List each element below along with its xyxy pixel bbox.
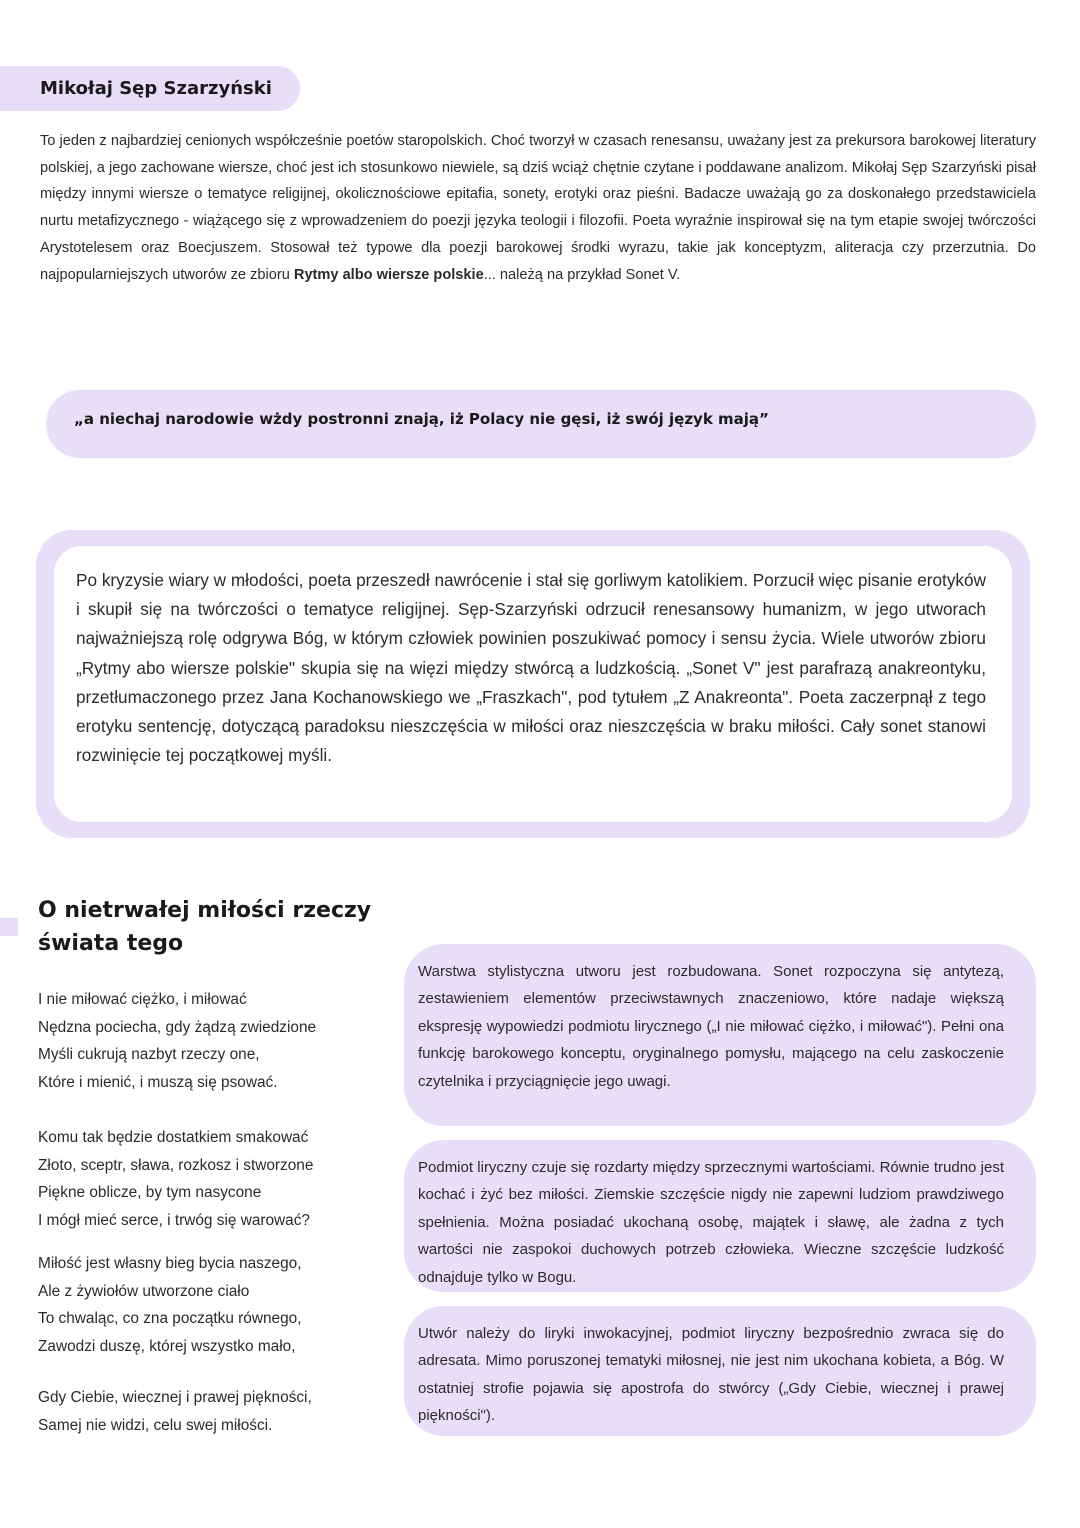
poem-stanza-1 — [38, 986, 398, 1096]
poem-stanza-2 — [38, 1124, 398, 1234]
author-heading: Mikołaj Sęp Szarzyński — [0, 66, 300, 111]
poem-line: Nędzna pociecha, gdy żądzą zwiedzione — [38, 1018, 317, 1036]
poem-title — [38, 894, 398, 960]
poem-stanza-4 — [38, 1384, 398, 1439]
analysis-bubble-1 — [404, 944, 1036, 1126]
quote-box: „a niechaj narodowie wżdy postronni znają, iż Polacy nie gęsi, iż swój język mają” — [46, 390, 1036, 458]
poem-line: I nie miłować ciężko, i miłować — [38, 991, 247, 1008]
poem-line: Komu tak będzie dostatkiem smakować — [38, 1129, 309, 1146]
intro-text: To jeden z najbardziej cenionych współcześnie poetów staropolskich. Choć tworzył w czasach renesansu, uważany jest za prekursora barokowej literatury polskiej, a jego zachowane wiersze, choć jest ich stosunkowo niewiele, są dziś wciąż chętnie czytane i poddawane analizom. Mikołaj Sęp Szarzyński pisał między innymi wiersze o tematyce religijnej, okolicznościowe epitafia, sonety, erotyki oraz pieśni. Badacze uważają go za doskonałego przedstawiciela nurtu metafizycznego - wiążącego się z wprowadzeniem do poezji języka teologii i filozofii. Poeta wyraźnie inspirował się na tym etapie swojej twórczości Arystotelesem oraz Boecjuszem. Stosował też typowe dla poezji barokowej środki wyrazu, takie jak konceptyzm, aliteracja czy przerzutnia. Do najpopularniejszych utworów ze zbioru — [40, 133, 1036, 283]
poem-title-line-2: świata tego — [38, 931, 184, 956]
analysis-bubble-3 — [404, 1306, 1036, 1436]
analysis-text: Podmiot liryczny czuje się rozdarty między sprzecznymi wartościami. Równie trudno jest kochać i żyć bez miłości. Ziemskie szczęście nigdy nie zapewni ludziom prawdziwego spełnienia. Można posiadać ukochaną osobę, majątek i sławę, ale żadna z tych wartości nie zaspokoi duchowych potrzeb człowieka. Wieczne szczęście ludzkość odnajduje tylko w Bogu. — [418, 1159, 1004, 1286]
poem-line: Miłość jest własny bieg bycia naszego, — [38, 1255, 302, 1272]
poem-line: Złoto, sceptr, sława, rozkosz i stworzone — [38, 1156, 314, 1174]
analysis-bubble-2 — [404, 1140, 1036, 1292]
analysis-text: Utwór należy do liryki inwokacyjnej, podmiot liryczny bezpośrednio zwraca się do adresata. Mimo poruszonej tematyki miłosnej, nie jest nim ukochana kobieta, a Bóg. W ostatniej strofie pojawia się apostrofa do stwórcy („Gdy Ciebie, wiecznej i prawej piękności"). — [418, 1325, 1004, 1425]
analysis-text: Warstwa stylistyczna utworu jest rozbudowana. Sonet rozpoczyna się antytezą, zestawieniem elementów przeciwstawnych znaczeniowo, które nadaje większą ekspresję wypowiedzi podmiotu lirycznego („I nie miłować ciężko, i miłować"). Pełni ona funkcję barokowego konceptu, oryginalnego pomysłu, mającego na celu zaskoczenie czytelnika i przyciągnięcie jego uwagi. — [418, 963, 1004, 1090]
section-marker — [0, 918, 18, 936]
poem-line: To chwaląc, co zna początku równego, — [38, 1310, 302, 1328]
collection-title: Rytmy albo wiersze polskie — [293, 266, 484, 283]
poem-line: Myśli cukrują nazbyt rzeczy one, — [38, 1046, 260, 1064]
intro-paragraph — [40, 128, 1036, 288]
poem-line: I mógł mieć serce, i trwóg się warować? — [38, 1211, 310, 1229]
poem-line: Które i mienić, i muszą się psować. — [38, 1073, 278, 1091]
poem-line: Zawodzi duszę, której wszystko mało, — [38, 1337, 296, 1355]
bio-paragraph: Po kryzysie wiary w młodości, poeta przeszedł nawrócenie i stał się gorliwym katolikiem. Porzucił więc pisanie erotyków i skupił się na twórczości o tematyce religijnej. Sęp-Szarzyński odrzucił renesansowy humanizm, w jego utworach najważniejszą rolę odgrywa Bóg, w którym człowiek powinien poszukiwać pomocy i sensu życia. Wiele utworów zbioru „Rytmy abo wiersze polskie" skupia się na więzi między stwórcą a ludzkością. „Sonet V" jest parafrazą anakreontyku, przetłumaczonego przez Jana Kochanowskiego we „Fraszkach", pod tytułem „Z Anakreonta". Poeta zaczerpnął z tego erotyku sentencję, dotyczącą paradoksu nieszczęścia w miłości oraz nieszczęścia w braku miłości. Cały sonet stanowi rozwinięcie tej początkowej myśli. — [76, 570, 986, 766]
poem-line: Piękne oblicze, by tym nasycone — [38, 1184, 262, 1202]
poem-line: Ale z żywiołów utworzone ciało — [38, 1282, 250, 1300]
poem-stanza-3 — [38, 1250, 398, 1360]
poem-line: Gdy Ciebie, wiecznej i prawej piękności, — [38, 1389, 312, 1406]
poem-title-line-1: O nietrwałej miłości rzeczy — [38, 898, 372, 923]
intro-text-end: ... należą na przykład Sonet V. — [483, 266, 681, 283]
poem-line: Samej nie widzi, celu swej miłości. — [38, 1416, 273, 1434]
